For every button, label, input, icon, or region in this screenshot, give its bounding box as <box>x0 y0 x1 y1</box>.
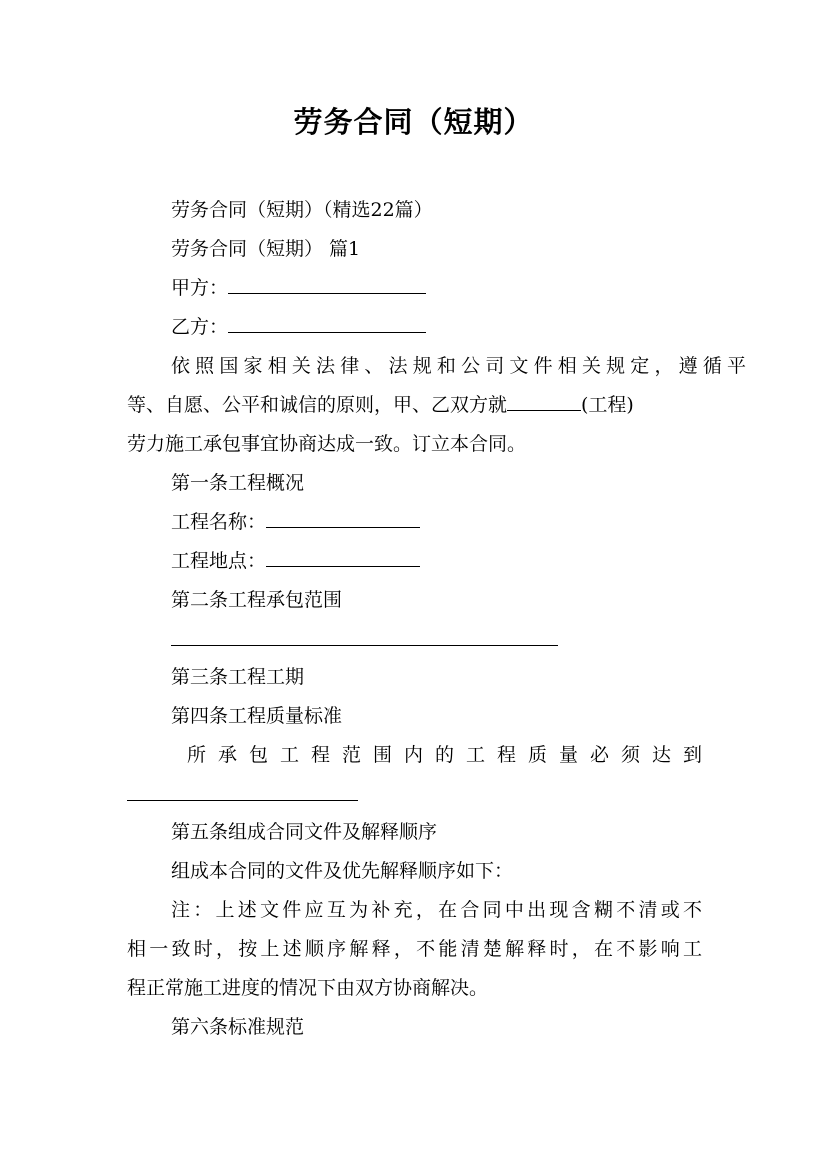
project-site-label: 工程地点： <box>171 550 267 572</box>
project-name-blank <box>266 503 420 528</box>
project-name-row <box>127 503 746 542</box>
scope-blank <box>171 644 558 646</box>
article-2-heading: 第二条工程承包范围 <box>171 589 343 611</box>
note-line-1: 注：上述文件应互为补充，在合同中出现含糊不清或不 <box>171 899 702 921</box>
article-heading: 劳务合同（短期） 篇1 <box>171 238 361 260</box>
party-b-row <box>127 308 746 347</box>
document-title: 劳务合同（短期） <box>293 105 534 139</box>
article-6-heading: 第六条标准规范 <box>171 1016 305 1038</box>
docs-order-line: 组成本合同的文件及优先解释顺序如下： <box>171 860 514 882</box>
paragraph-intro-line-2 <box>127 386 702 425</box>
article-4-heading: 第四条工程质量标准 <box>171 705 343 727</box>
party-a-blank <box>228 269 426 294</box>
party-b-label: 乙方： <box>171 316 229 338</box>
note-line-2: 相一致时，按上述顺序解释，不能清楚解释时，在不影响工 <box>127 938 702 960</box>
quality-statement: 所承包工程范围内的工程质量必须达到 <box>187 744 702 766</box>
project-name-label: 工程名称： <box>171 511 267 533</box>
note-line-3: 程正常施工进度的情况下由双方协商解决。 <box>127 977 489 999</box>
article-3-heading: 第三条工程工期 <box>171 666 305 688</box>
project-suffix: (工程) <box>581 394 634 416</box>
paragraph-intro-line-1: 依照国家相关法律、法规和公司文件相关规定，遵循平 <box>171 355 746 377</box>
project-blank <box>507 386 581 411</box>
party-a-row <box>127 269 746 308</box>
party-b-blank <box>228 308 426 333</box>
project-site-blank <box>266 542 420 567</box>
project-site-row <box>127 542 746 581</box>
collection-heading: 劳务合同（短期）（精选22篇） <box>171 199 433 221</box>
paragraph-intro-line-3: 劳力施工承包事宜协商达成一致。订立本合同。 <box>127 433 527 455</box>
party-a-label: 甲方： <box>171 277 229 299</box>
quality-blank <box>127 799 358 801</box>
paragraph-intro-text: 等、自愿、公平和诚信的原则，甲、乙双方就 <box>127 394 508 416</box>
article-5-heading: 第五条组成合同文件及解释顺序 <box>171 821 438 843</box>
article-1-heading: 第一条工程概况 <box>171 472 305 494</box>
